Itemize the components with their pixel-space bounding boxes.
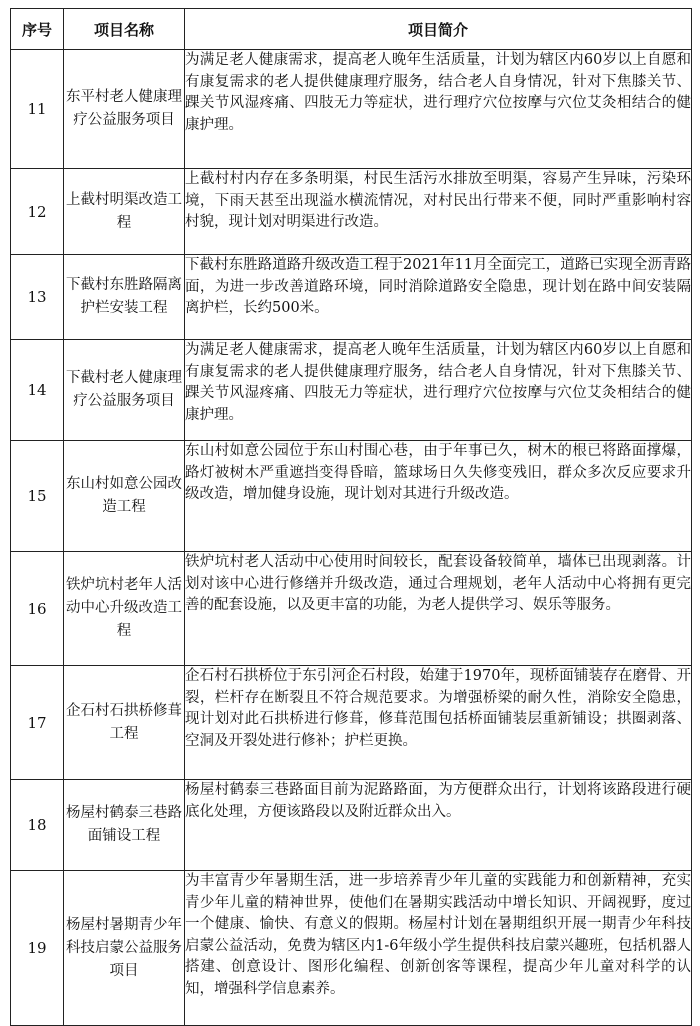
row-index: 15 [11,441,64,552]
row-project-name: 铁炉坑村老年人活动中心升级改造工程 [64,552,185,666]
row-index: 19 [11,871,64,1026]
row-summary: 东山村如意公园位于东山村围心巷，由于年事已久，树木的根已将路面撑爆，路灯被树木严重遮挡变得昏暗，篮球场日久失修变残旧，群众多次反应要求升级改造，增加健身设施，现计划对其进行升级改造。 [185,441,692,552]
row-project-name: 上截村明渠改造工程 [64,169,185,255]
header-summary: 项目简介 [185,9,692,50]
table-row [11,50,692,169]
row-project-name: 东山村如意公园改造工程 [64,441,185,552]
table-row [11,552,692,666]
row-project-name: 下截村东胜路隔离护栏安装工程 [64,255,185,340]
table-row [11,255,692,340]
header-row [11,9,692,50]
row-project-name: 东平村老人健康理疗公益服务项目 [64,50,185,169]
row-summary: 杨屋村鹤泰三巷路面目前为泥路路面，为方便群众出行，计划将该路段进行硬底化处理，方便该路段以及附近群众出入。 [185,780,692,871]
table-row [11,780,692,871]
row-summary: 为满足老人健康需求，提高老人晚年生活质量，计划为辖区内60岁以上自愿和有康复需求的老人提供健康理疗服务，结合老人自身情况，针对下焦膝关节、踝关节风湿疼痛、四肢无力等症状，进行理疗穴位按摩与穴位艾灸相结合的健康护理。 [185,50,692,169]
row-summary: 上截村村内存在多条明渠，村民生活污水排放至明渠，容易产生异味，污染环境，下雨天甚至出现溢水横流情况，对村民出行带来不便，同时严重影响村容村貌，现计划对明渠进行改造。 [185,169,692,255]
row-index: 14 [11,340,64,441]
table-row [11,169,692,255]
header-name: 项目名称 [64,9,185,50]
projects-table [10,8,692,1026]
row-summary: 为丰富青少年暑期生活，进一步培养青少年儿童的实践能力和创新精神，充实青少年儿童的精神世界，使他们在暑期实践活动中增长知识、开阔视野，度过一个健康、愉快、有意义的假期。杨屋村计划在暑期组织开展一期青少年科技启蒙公益活动，免费为辖区内1-6年级小学生提供科技启蒙兴趣班，包括机器人搭建、创意设计、图形化编程、创新创客等课程，提高少年儿童对科学的认知，增强科学信息素养。 [185,871,692,1026]
row-project-name: 杨屋村鹤泰三巷路面铺设工程 [64,780,185,871]
row-summary: 为满足老人健康需求，提高老人晚年生活质量，计划为辖区内60岁以上自愿和有康复需求的老人提供健康理疗服务，结合老人自身情况，针对下焦膝关节、踝关节风湿疼痛、四肢无力等症状，进行理疗穴位按摩与穴位艾灸相结合的健康护理。 [185,340,692,441]
table-row [11,666,692,780]
table-row [11,441,692,552]
row-index: 17 [11,666,64,780]
row-project-name: 企石村石拱桥修葺工程 [64,666,185,780]
table-row [11,871,692,1026]
table-row [11,340,692,441]
row-summary: 企石村石拱桥位于东引河企石村段，始建于1970年，现桥面铺装存在磨骨、开裂，栏杆存在断裂且不符合规范要求。为增强桥梁的耐久性，消除安全隐患，现计划对此石拱桥进行修葺，修葺范围包括桥面铺装层重新铺设；拱圈剥落、空洞及开裂处进行修补；护栏更换。 [185,666,692,780]
row-summary: 下截村东胜路道路升级改造工程于2021年11月全面完工，道路已实现全沥青路面，为进一步改善道路环境，同时消除道路安全隐患，现计划在路中间安装隔离护栏，长约500米。 [185,255,692,340]
row-index: 12 [11,169,64,255]
row-summary: 铁炉坑村老人活动中心使用时间较长，配套设备较简单，墙体已出现剥落。计划对该中心进行修缮并升级改造，通过合理规划，老年人活动中心将拥有更完善的配套设施，以及更丰富的功能，为老人提供学习、娱乐等服务。 [185,552,692,666]
header-index: 序号 [11,9,64,50]
row-index: 16 [11,552,64,666]
row-index: 11 [11,50,64,169]
row-project-name: 杨屋村暑期青少年科技启蒙公益服务项目 [64,871,185,1026]
row-index: 18 [11,780,64,871]
row-index: 13 [11,255,64,340]
row-project-name: 下截村老人健康理疗公益服务项目 [64,340,185,441]
